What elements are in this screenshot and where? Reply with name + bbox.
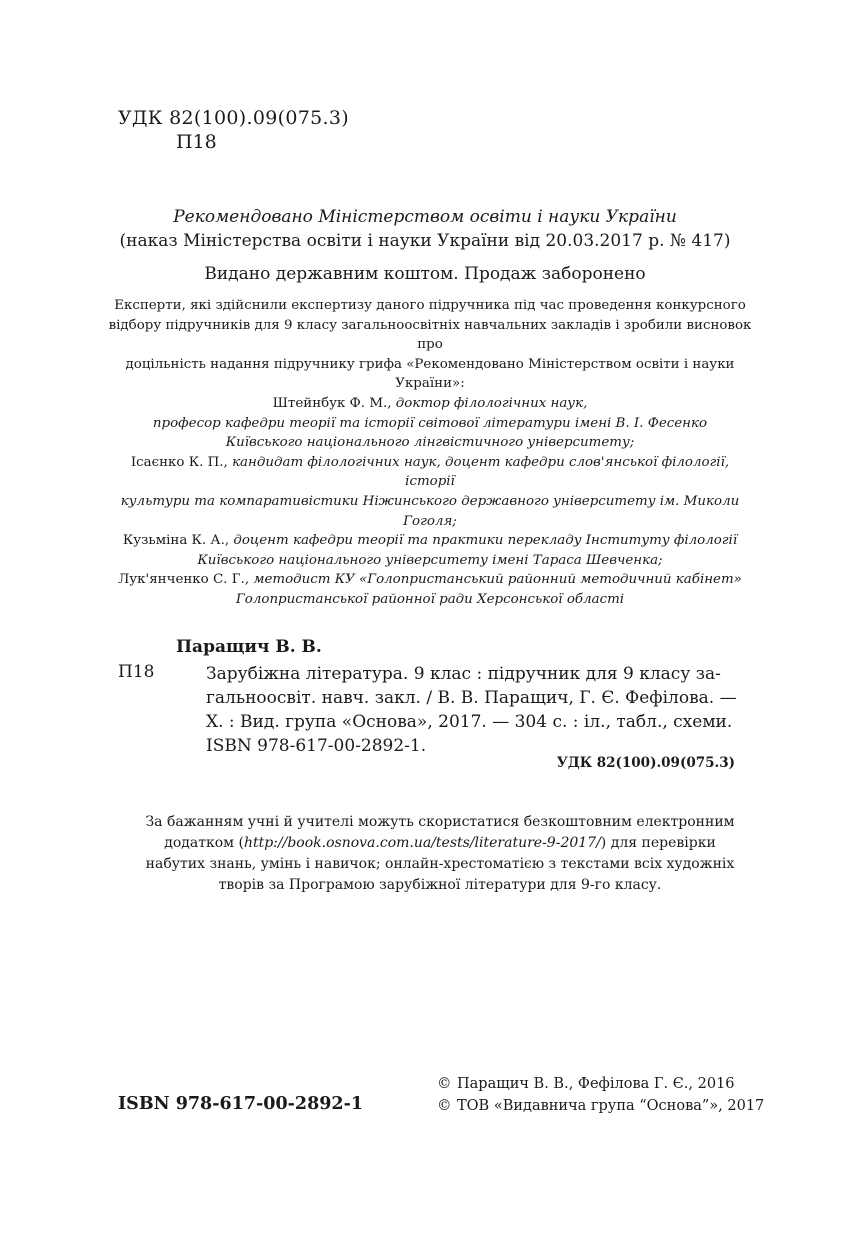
bibliography-udk: УДК 82(100).09(075.3) [556,755,735,771]
author-name: Паращич В. В. [176,637,322,657]
recommendation-line: Рекомендовано Міністерством освіти і науки України [173,207,677,227]
bibliography-line-2: гальноосвіт. навч. закл. / В. В. Паращич, Г. Є. Фефілова. — [206,688,737,708]
bonus-line-2-post: ) для перевірки [600,835,716,851]
expert-3-role: доцент кафедри теорії та практики перекладу Інституту філології [233,533,738,549]
bibliography-line-3: Х. : Вид. група «Основа», 2017. — 304 с. : іл., табл., схеми. [206,712,733,732]
expert-3 [105,531,755,551]
experts-block [105,296,755,610]
expert-4-role: методист КУ «Голопристанський районний методичний кабінет» [253,572,742,588]
expert-2 [105,453,755,492]
expert-1-role-3: Київського національного лінгвістичного університету; [225,435,635,451]
copyright-line-2 [437,1095,764,1117]
bonus-line-4: творів за Програмою зарубіжної літератури для 9-го класу. [218,877,662,893]
experts-intro-3: доцільність надання підручнику грифа «Рекомендовано Міністерством освіти і науки України»: [125,356,735,392]
bibliography-description [206,662,736,758]
copyright-authors: Паращич В. В., Фефілова Г. Є., 2016 [457,1076,735,1092]
bonus-line-2-pre: додатком ( [164,835,244,851]
catalog-code: П18 [176,131,217,153]
state-funded-notice: Видано державним коштом. Продаж заборонено [204,264,646,284]
expert-4 [105,570,755,590]
bonus-line-1: За бажанням учні й учителі можуть скористатися безкоштовним електронним [145,814,735,830]
expert-1-name: Штейнбук Ф. М., [272,395,396,411]
expert-4-role-2: Голопристанської районної ради Херсонської області [235,591,625,607]
bibliography-code: П18 [118,662,155,682]
copyright-publisher: ТОВ «Видавнича група “Основа”», 2017 [457,1098,765,1114]
udk-code: УДК 82(100).09(075.3) [118,107,349,129]
expert-1-role: доктор філологічних наук, [395,395,588,411]
copyright-icon: © [437,1076,452,1092]
expert-4-name: Лук'янченко С. Г., [118,572,254,588]
expert-2-role-2: культури та компаративістики Ніжинського державного університету ім. Миколи Гоголя; [120,493,740,529]
expert-3-name: Кузьміна К. А., [122,533,234,549]
expert-3-role-2: Київського національного університету імені Тараса Шевченка; [197,552,663,568]
footer-isbn: ISBN 978-617-00-2892-1 [118,1094,364,1114]
expert-2-role: кандидат філологічних наук, доцент кафедри слов'янської філології, історії [232,454,730,490]
copyright-block [437,1073,764,1117]
copyright-icon: © [437,1098,452,1114]
expert-1-role-2: професор кафедри теорії та історії світової літератури імені В. І. Фесенко [152,415,708,431]
experts-intro-1: Експерти, які здійснили експертизу даного підручника під час проведення конкурсного [114,298,746,313]
bonus-line-3: набутих знань, умінь і навичок; онлайн-хрестоматією з текстами всіх художніх [145,856,735,872]
bibliography-isbn: ISBN 978-617-00-2892-1. [206,736,427,756]
bibliography-line-1: Зарубіжна література. 9 клас : підручник для 9 класу за- [206,664,721,684]
experts-intro-2: відбору підручників для 9 класу загальноосвітніх навчальних закладів і зробили висновок про [108,317,752,353]
order-reference: (наказ Міністерства освіти і науки України від 20.03.2017 р. № 417) [119,231,731,251]
bonus-url-link[interactable]: http://book.osnova.com.ua/tests/literature-9-2017/ [243,835,601,851]
bonus-notice [100,812,780,896]
expert-1 [105,394,755,414]
copyright-line-1 [437,1073,764,1095]
expert-2-name: Ісаєнко К. П., [130,454,233,470]
bonus-line-2 [100,833,780,854]
